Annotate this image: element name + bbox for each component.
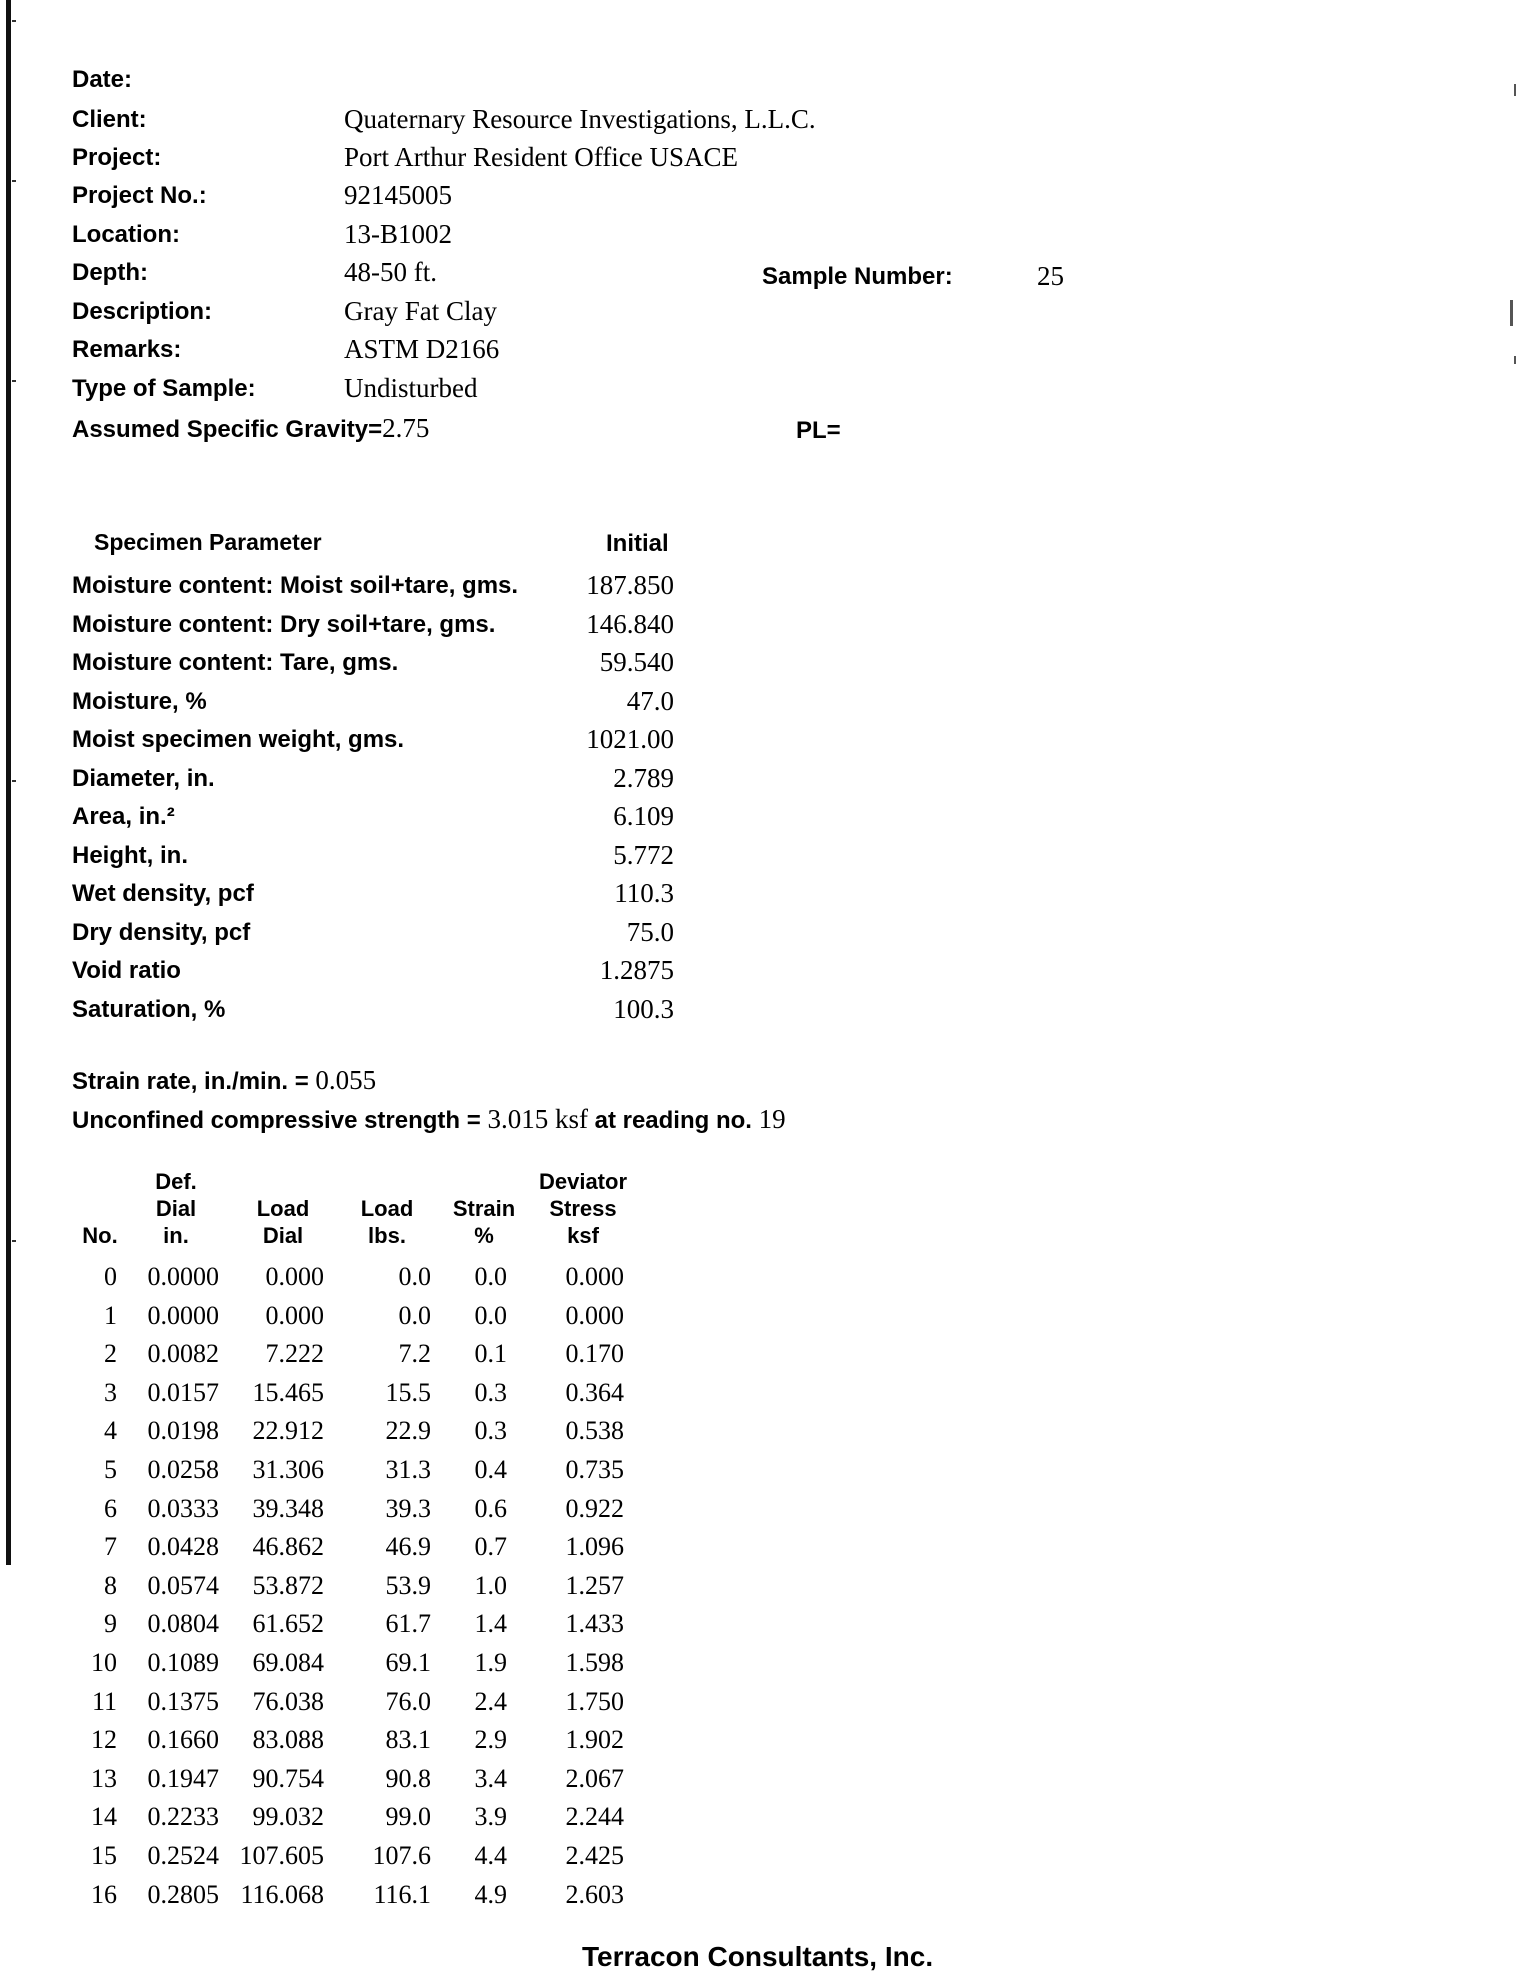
ucs-reading: 19 xyxy=(758,1104,786,1134)
col-no-header: No. xyxy=(82,1223,118,1248)
reading-load-lbs-cell: 76.0 xyxy=(385,1687,431,1716)
col-def-dial-header: Def. xyxy=(155,1169,197,1194)
reading-load-lbs-cell: 83.1 xyxy=(385,1725,431,1754)
ucs-label: Unconfined compressive strength = xyxy=(72,1107,488,1134)
pl-label: PL= xyxy=(796,417,841,444)
reading-no-cell: 7 xyxy=(104,1532,117,1561)
reading-def-dial-cell: 0.1947 xyxy=(147,1764,219,1793)
reading-deviator-stress-cell: 2.244 xyxy=(565,1802,624,1831)
reading-def-dial-cell: 0.0000 xyxy=(147,1262,219,1291)
reading-no-cell: 2 xyxy=(104,1339,117,1368)
remarks-label: Remarks: xyxy=(72,336,182,363)
specimen-param-value: 100.3 xyxy=(613,994,674,1024)
col-deviator-stress-header: ksf xyxy=(567,1223,599,1248)
client-value: Quaternary Resource Investigations, L.L.C. xyxy=(344,104,816,134)
type-label: Type of Sample: xyxy=(72,375,256,402)
reading-load-dial-cell: 69.084 xyxy=(252,1648,324,1677)
project-label: Project: xyxy=(72,144,162,171)
client-label: Client: xyxy=(72,106,147,133)
reading-deviator-stress-cell: 2.067 xyxy=(565,1764,624,1793)
reading-load-dial-cell: 61.652 xyxy=(252,1609,324,1638)
gravity-value: 2.75 xyxy=(382,413,430,443)
reading-load-dial-cell: 116.068 xyxy=(240,1880,324,1909)
reading-load-dial-cell: 107.605 xyxy=(239,1841,324,1870)
reading-load-dial-cell: 99.032 xyxy=(252,1802,324,1831)
reading-strain-cell: 4.9 xyxy=(474,1880,507,1909)
specimen-param-value: 146.840 xyxy=(586,609,674,639)
scan-edge-tick xyxy=(12,380,16,382)
reading-load-lbs-cell: 39.3 xyxy=(385,1494,431,1523)
reading-deviator-stress-cell: 0.538 xyxy=(565,1416,624,1445)
scan-edge-line xyxy=(6,0,11,1565)
scan-edge-tick xyxy=(12,1240,16,1242)
location-label: Location: xyxy=(72,221,180,248)
specimen-param-value: 59.540 xyxy=(599,647,674,677)
reading-no-cell: 1 xyxy=(104,1301,117,1330)
col-strain-header: Strain xyxy=(452,1196,516,1221)
reading-load-lbs-cell: 53.9 xyxy=(385,1571,431,1600)
col-load-dial-header: Load xyxy=(256,1196,310,1221)
depth-label: Depth: xyxy=(72,259,148,286)
reading-deviator-stress-cell: 0.000 xyxy=(565,1262,624,1291)
reading-no-cell: 4 xyxy=(104,1416,117,1445)
reading-no-cell: 9 xyxy=(104,1609,117,1638)
reading-load-lbs-cell: 46.9 xyxy=(385,1532,431,1561)
reading-def-dial-cell: 0.0428 xyxy=(147,1532,219,1561)
reading-strain-cell: 1.4 xyxy=(474,1609,507,1638)
scan-edge-tick xyxy=(12,180,16,182)
reading-def-dial-cell: 0.0082 xyxy=(147,1339,219,1368)
reading-no-cell: 6 xyxy=(104,1494,117,1523)
location-value: 13-B1002 xyxy=(344,219,452,249)
reading-load-dial-cell: 83.088 xyxy=(252,1725,324,1754)
reading-load-dial-cell: 46.862 xyxy=(252,1532,324,1561)
reading-strain-cell: 0.7 xyxy=(474,1532,507,1561)
reading-no-cell: 14 xyxy=(91,1802,117,1831)
reading-deviator-stress-cell: 0.922 xyxy=(565,1494,624,1523)
specimen-param-label: Moisture content: Dry soil+tare, gms. xyxy=(72,611,496,638)
reading-load-lbs-cell: 69.1 xyxy=(385,1648,431,1677)
col-load-lbs-header: lbs. xyxy=(368,1223,406,1248)
reading-deviator-stress-cell: 1.750 xyxy=(565,1687,624,1716)
reading-strain-cell: 1.9 xyxy=(474,1648,507,1677)
strain-rate-value: 0.055 xyxy=(315,1065,377,1095)
reading-load-lbs-cell: 99.0 xyxy=(385,1802,431,1831)
project-no-label: Project No.: xyxy=(72,182,207,209)
reading-def-dial-cell: 0.0804 xyxy=(147,1609,219,1638)
reading-no-cell: 0 xyxy=(104,1262,117,1291)
reading-def-dial-cell: 0.2805 xyxy=(147,1880,219,1909)
reading-strain-cell: 3.4 xyxy=(474,1764,507,1793)
specimen-param-value: 5.772 xyxy=(613,840,674,870)
reading-deviator-stress-cell: 0.735 xyxy=(565,1455,624,1484)
specimen-param-label: Diameter, in. xyxy=(72,765,215,792)
project-no-value: 92145005 xyxy=(344,180,452,210)
reading-def-dial-cell: 0.0333 xyxy=(147,1494,219,1523)
reading-strain-cell: 0.0 xyxy=(474,1262,507,1291)
reading-load-dial-cell: 22.912 xyxy=(252,1416,324,1445)
scan-edge-tick xyxy=(12,780,16,782)
reading-load-dial-cell: 15.465 xyxy=(252,1378,324,1407)
reading-load-lbs-cell: 107.6 xyxy=(372,1841,431,1870)
scan-edge-tick xyxy=(12,20,16,22)
reading-strain-cell: 2.9 xyxy=(474,1725,507,1754)
reading-def-dial-cell: 0.1375 xyxy=(147,1687,219,1716)
reading-no-cell: 15 xyxy=(91,1841,117,1870)
specimen-param-label: Height, in. xyxy=(72,842,188,869)
reading-def-dial-cell: 0.0000 xyxy=(147,1301,219,1330)
reading-def-dial-cell: 0.1660 xyxy=(147,1725,219,1754)
reading-load-lbs-cell: 15.5 xyxy=(385,1378,431,1407)
reading-no-cell: 16 xyxy=(91,1880,117,1909)
reading-no-cell: 8 xyxy=(104,1571,117,1600)
specimen-param-value: 2.789 xyxy=(613,763,674,793)
specimen-param-label: Moisture, % xyxy=(72,688,207,715)
sample-number-value: 25 xyxy=(1037,261,1064,291)
scan-mark xyxy=(1514,356,1516,364)
reading-no-cell: 13 xyxy=(91,1764,117,1793)
reading-strain-cell: 0.0 xyxy=(474,1301,507,1330)
reading-load-dial-cell: 76.038 xyxy=(252,1687,324,1716)
col-deviator-stress-header: Stress xyxy=(549,1196,617,1221)
reading-strain-cell: 1.0 xyxy=(474,1571,507,1600)
reading-load-lbs-cell: 22.9 xyxy=(385,1416,431,1445)
reading-def-dial-cell: 0.2524 xyxy=(147,1841,219,1870)
specimen-param-header: Specimen Parameter xyxy=(94,529,322,555)
specimen-param-value: 110.3 xyxy=(614,878,674,908)
reading-deviator-stress-cell: 1.598 xyxy=(565,1648,624,1677)
reading-no-cell: 10 xyxy=(91,1648,117,1677)
reading-deviator-stress-cell: 1.902 xyxy=(565,1725,624,1754)
reading-load-dial-cell: 0.000 xyxy=(265,1301,324,1330)
reading-no-cell: 12 xyxy=(91,1725,117,1754)
strain-rate-label: Strain rate, in./min. = xyxy=(72,1068,316,1095)
reading-no-cell: 5 xyxy=(104,1455,117,1484)
reading-deviator-stress-cell: 1.096 xyxy=(565,1532,624,1561)
scan-mark xyxy=(1510,300,1513,326)
col-deviator-stress-header: Deviator xyxy=(538,1169,628,1194)
specimen-param-label: Moisture content: Moist soil+tare, gms. xyxy=(72,572,519,599)
reading-deviator-stress-cell: 1.433 xyxy=(565,1609,624,1638)
reading-def-dial-cell: 0.0258 xyxy=(147,1455,219,1484)
reading-strain-cell: 0.6 xyxy=(474,1494,507,1523)
specimen-param-value: 1.2875 xyxy=(599,955,674,985)
strain-rate-line xyxy=(72,1065,376,1096)
col-load-dial-header: Dial xyxy=(262,1223,304,1248)
specimen-initial-header: Initial xyxy=(606,530,669,557)
reading-deviator-stress-cell: 2.425 xyxy=(565,1841,624,1870)
ucs-line xyxy=(72,1104,786,1135)
reading-load-dial-cell: 39.348 xyxy=(252,1494,324,1523)
reading-load-lbs-cell: 31.3 xyxy=(385,1455,431,1484)
col-strain-header: % xyxy=(474,1223,494,1248)
reading-strain-cell: 4.4 xyxy=(474,1841,507,1870)
reading-deviator-stress-cell: 2.603 xyxy=(565,1880,624,1909)
specimen-param-label: Saturation, % xyxy=(72,996,226,1023)
reading-def-dial-cell: 0.0574 xyxy=(147,1571,219,1600)
reading-def-dial-cell: 0.0198 xyxy=(147,1416,219,1445)
reading-load-lbs-cell: 61.7 xyxy=(385,1609,431,1638)
date-label: Date: xyxy=(72,66,133,93)
specimen-param-label: Wet density, pcf xyxy=(72,880,254,907)
reading-deviator-stress-cell: 1.257 xyxy=(565,1571,624,1600)
reading-deviator-stress-cell: 0.364 xyxy=(565,1378,624,1407)
reading-load-lbs-cell: 0.0 xyxy=(398,1301,431,1330)
company-footer: Terracon Consultants, Inc. xyxy=(582,1941,934,1972)
type-value: Undisturbed xyxy=(344,373,478,403)
reading-load-lbs-cell: 0.0 xyxy=(398,1262,431,1291)
col-load-lbs-header: Load xyxy=(360,1196,414,1221)
gravity-label: Assumed Specific Gravity= xyxy=(72,416,383,443)
scan-mark xyxy=(1514,84,1516,96)
reading-load-dial-cell: 7.222 xyxy=(265,1339,324,1368)
reading-strain-cell: 0.3 xyxy=(474,1416,507,1445)
reading-deviator-stress-cell: 0.000 xyxy=(565,1301,624,1330)
reading-no-cell: 3 xyxy=(104,1378,117,1407)
specimen-param-value: 75.0 xyxy=(626,917,674,947)
reading-def-dial-cell: 0.1089 xyxy=(147,1648,219,1677)
col-def-dial-header: in. xyxy=(163,1223,189,1248)
reading-strain-cell: 2.4 xyxy=(474,1687,507,1716)
depth-value: 48-50 ft. xyxy=(344,257,437,287)
specimen-param-value: 6.109 xyxy=(613,801,674,831)
reading-load-dial-cell: 0.000 xyxy=(265,1262,324,1291)
reading-deviator-stress-cell: 0.170 xyxy=(565,1339,624,1368)
remarks-value: ASTM D2166 xyxy=(344,334,500,364)
reading-strain-cell: 0.4 xyxy=(474,1455,507,1484)
sample-number-label: Sample Number: xyxy=(762,263,953,290)
reading-load-lbs-cell: 7.2 xyxy=(398,1339,431,1368)
project-value: Port Arthur Resident Office USACE xyxy=(344,142,738,172)
specimen-param-value: 187.850 xyxy=(586,570,674,600)
reading-no-cell: 11 xyxy=(91,1687,117,1716)
gravity-line xyxy=(72,413,429,444)
specimen-param-value: 47.0 xyxy=(626,686,674,716)
reading-load-dial-cell: 90.754 xyxy=(252,1764,324,1793)
col-def-dial-header: Dial xyxy=(155,1196,197,1221)
reading-load-lbs-cell: 116.1 xyxy=(373,1880,431,1909)
specimen-param-label: Moist specimen weight, gms. xyxy=(72,726,405,753)
ucs-value: 3.015 ksf xyxy=(487,1104,588,1134)
reading-load-lbs-cell: 90.8 xyxy=(385,1764,431,1793)
ucs-mid: at reading no. xyxy=(587,1107,759,1134)
specimen-param-label: Area, in.² xyxy=(72,803,175,830)
description-value: Gray Fat Clay xyxy=(344,296,497,326)
reading-strain-cell: 0.1 xyxy=(474,1339,507,1368)
reading-def-dial-cell: 0.2233 xyxy=(147,1802,219,1831)
specimen-param-value: 1021.00 xyxy=(586,724,674,754)
specimen-param-label: Dry density, pcf xyxy=(72,919,251,946)
reading-strain-cell: 0.3 xyxy=(474,1378,507,1407)
reading-load-dial-cell: 53.872 xyxy=(252,1571,324,1600)
description-label: Description: xyxy=(72,298,213,325)
specimen-param-label: Moisture content: Tare, gms. xyxy=(72,649,399,676)
reading-load-dial-cell: 31.306 xyxy=(252,1455,324,1484)
reading-def-dial-cell: 0.0157 xyxy=(147,1378,219,1407)
specimen-param-label: Void ratio xyxy=(72,957,181,984)
reading-strain-cell: 3.9 xyxy=(474,1802,507,1831)
